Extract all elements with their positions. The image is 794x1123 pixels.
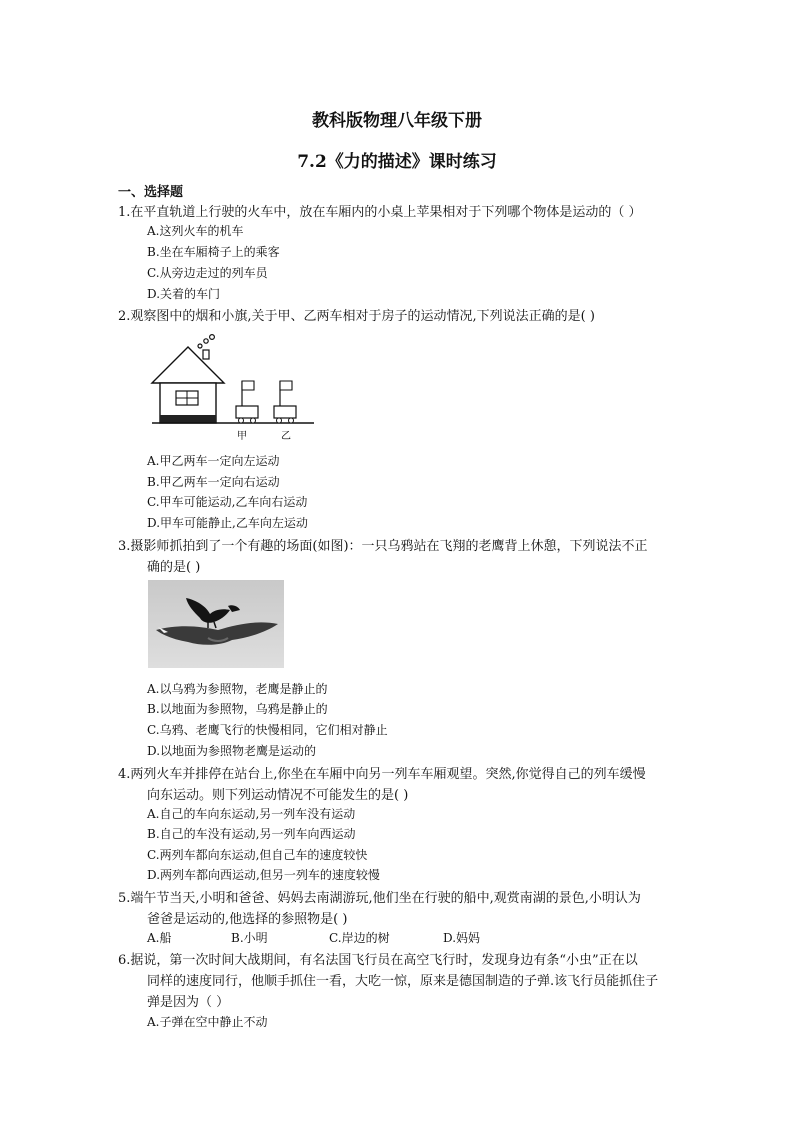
question-1-option-d: D.关着的车门 <box>147 287 221 301</box>
question-2-option-c: C.甲车可能运动,乙车向右运动 <box>147 495 308 509</box>
question-3-option-a: A.以乌鸦为参照物，老鹰是静止的 <box>147 682 328 696</box>
question-1-option-b: B.坐在车厢椅子上的乘客 <box>147 245 280 259</box>
question-6-text-cont-2: 弹是因为（ ） <box>147 995 230 1010</box>
question-4-option-a: A.自己的车向东运动,另一列车没有运动 <box>147 807 356 821</box>
question-4-option-d: D.两列车都向西运动,但另一列车的速度较慢 <box>147 868 380 882</box>
question-1-option-c: C.从旁边走过的列车员 <box>147 266 268 280</box>
house-roof <box>152 347 224 383</box>
smoke-puff-icon <box>210 335 215 340</box>
question-5-text: 5.端午节当天,小明和爸爸、妈妈去南湖游玩,他们坐在行驶的船中,观赏南湖的景色,小明认为 <box>118 891 641 906</box>
question-3-option-b: B.以地面为参照物，乌鸦是静止的 <box>147 702 328 716</box>
question-2-option-b: B.甲乙两车一定向右运动 <box>147 475 280 489</box>
question-3-option-c: C.乌鸦、老鹰飞行的快慢相同，它们相对静止 <box>147 723 388 737</box>
question-2-option-a: A.甲乙两车一定向左运动 <box>147 454 280 468</box>
question-3-text-cont: 确的是( ) <box>147 560 201 575</box>
question-5-option-d: D.妈妈 <box>443 931 481 945</box>
crow-eagle-photo <box>148 580 284 668</box>
question-3-text: 3.摄影师抓拍到了一个有趣的场面(如图)：一只乌鸦站在飞翔的老鹰背上休憩，下列说法不正 <box>118 539 648 554</box>
question-4-option-c: C.两列车都向东运动,但自己车的速度较快 <box>147 848 368 862</box>
question-6-option-a: A.子弹在空中静止不动 <box>147 1015 268 1029</box>
question-2-option-d: D.甲车可能静止,乙车向左运动 <box>147 516 308 530</box>
cart-jia <box>236 406 258 418</box>
question-5-option-c: C.岸边的树 <box>329 931 390 945</box>
question-4-text-cont: 向东运动。则下列运动情况不可能发生的是( ) <box>147 788 409 803</box>
smoke-puff-icon <box>204 339 208 343</box>
question-5-option-a: A.船 <box>147 931 172 945</box>
question-4-option-b: B.自己的车没有运动,另一列车向西运动 <box>147 827 356 841</box>
question-5-options <box>147 929 547 947</box>
house-flags-diagram <box>148 333 318 445</box>
house-foundation <box>160 415 216 423</box>
question-6-text: 6.据说，第一次时间大战期间，有名法国飞行员在高空飞行时，发现身边有条“小虫”正在以 <box>118 953 638 968</box>
flag-yi-icon <box>280 381 292 390</box>
label-yi: 乙 <box>281 431 291 442</box>
document-subtitle: 7.2《力的描述》课时练习 <box>297 152 497 172</box>
flag-jia-icon <box>242 381 254 390</box>
question-5-text-cont: 爸爸是运动的,他选择的参照物是( ) <box>147 912 348 927</box>
smoke-puff-icon <box>198 344 202 348</box>
question-5-option-b: B.小明 <box>231 931 268 945</box>
question-3-option-d: D.以地面为参照物老鹰是运动的 <box>147 744 317 758</box>
question-1-text: 1.在平直轨道上行驶的火车中，放在车厢内的小桌上苹果相对于下列哪个物体是运动的（ ） <box>118 205 642 220</box>
question-6-text-cont: 同样的速度同行，他顺手抓住一看，大吃一惊，原来是德国制造的子弹.该飞行员能抓住子 <box>147 974 659 989</box>
cart-yi <box>274 406 296 418</box>
question-1-option-a: A.这列火车的机车 <box>147 224 244 238</box>
document-title: 教科版物理八年级下册 <box>312 111 482 131</box>
section-heading: 一、选择题 <box>118 185 184 200</box>
question-4-text: 4.两列火车并排停在站台上,你坐在车厢中向另一列车车厢观望。突然,你觉得自己的列车缓慢 <box>118 767 646 782</box>
question-2-text: 2.观察图中的烟和小旗,关于甲、乙两车相对于房子的运动情况,下列说法正确的是( ) <box>118 309 595 324</box>
chimney <box>203 350 209 359</box>
label-jia: 甲 <box>237 431 247 442</box>
